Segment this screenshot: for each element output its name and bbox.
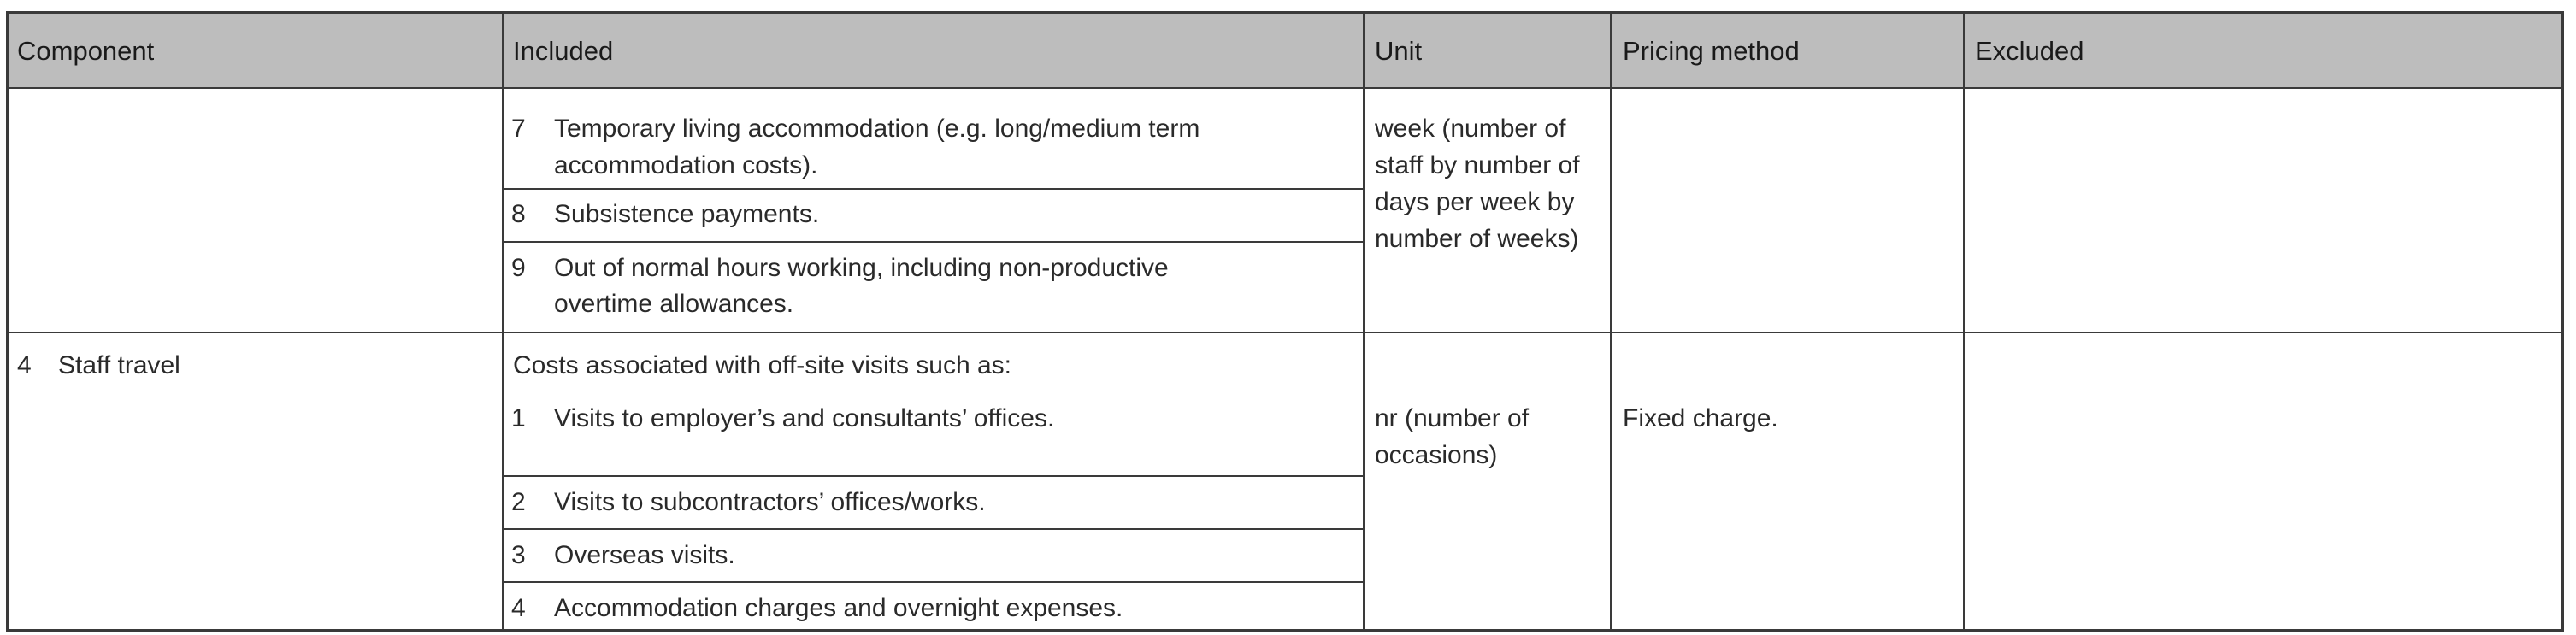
column-divider xyxy=(1963,14,1965,629)
component-number: 4 xyxy=(17,351,32,379)
header-included: Included xyxy=(513,36,614,66)
column-divider xyxy=(1610,14,1612,629)
header-pricing-method: Pricing method xyxy=(1623,36,1800,66)
row-divider xyxy=(502,188,1363,190)
row-divider xyxy=(502,241,1363,243)
row-divider xyxy=(502,475,1363,477)
table-header-row xyxy=(9,14,2561,89)
group-divider xyxy=(9,332,2561,333)
included-intro: Costs associated with off-site visits such as: xyxy=(513,351,1012,379)
pricing-method-cell: Fixed charge. xyxy=(1623,404,1778,432)
row-divider xyxy=(502,581,1363,583)
header-unit: Unit xyxy=(1375,36,1423,66)
column-divider xyxy=(502,14,504,629)
pricing-table: Component Included Unit Pricing method Excluded 7 Temporary living accommodation (e.g. long/medium term accommodation costs). 8 Subsistence payments. 9 Out of normal hours working, including non-productive overtime allowances. week (number of staff by number of days per week by number of weeks) 4 Staff travel Costs associated with off-site visits such as: 1 Visits to employer’s and consultants’ offices. 2 Visits to subcontractors’ offices/works. 3 Overseas visits. 4 Accommodation charges and overnight expenses. nr (number of occasions) Fixed charge. xyxy=(6,11,2564,632)
column-divider xyxy=(1363,14,1365,629)
component-label: Staff travel xyxy=(58,351,180,379)
row-divider xyxy=(502,528,1363,530)
header-component: Component xyxy=(17,36,155,66)
header-excluded: Excluded xyxy=(1975,36,2084,66)
